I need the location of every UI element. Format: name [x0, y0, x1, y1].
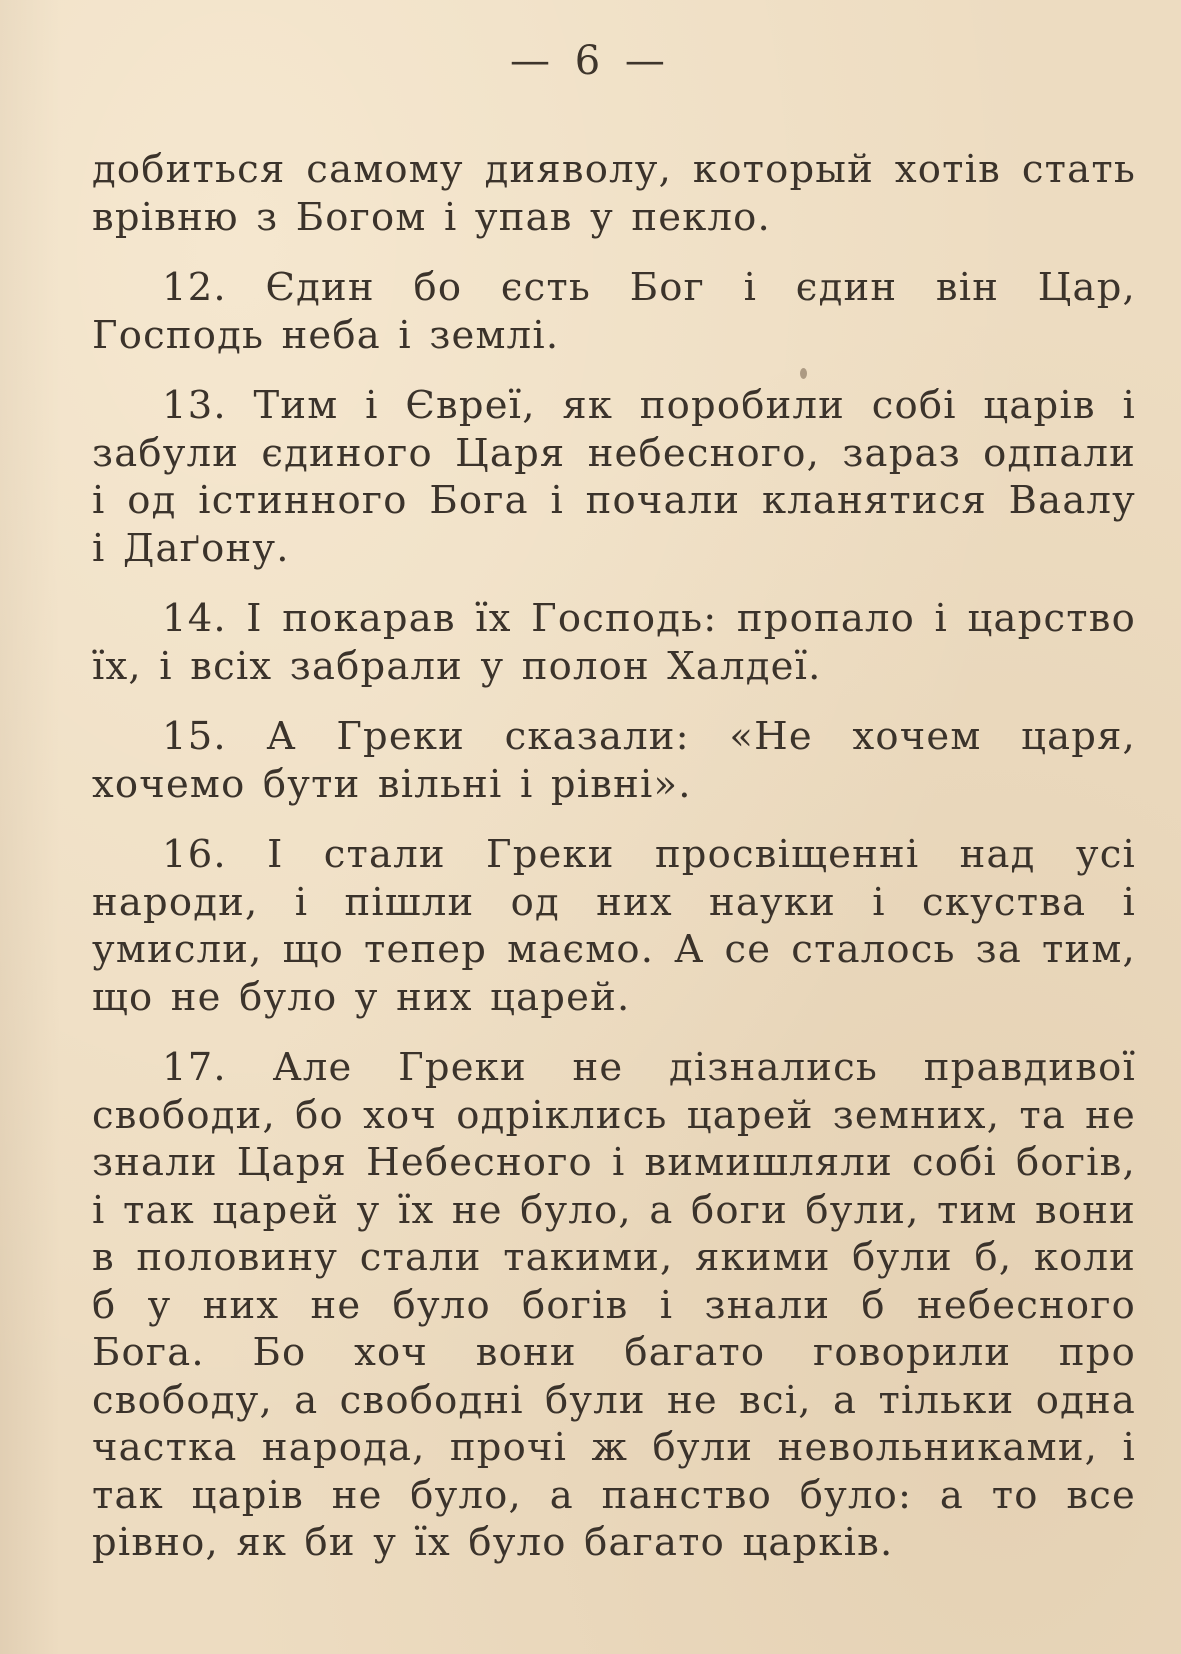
paragraph-12: 12. Єдин бо єсть Бог і єдин він Цар, Господь неба і землі.: [92, 265, 1136, 358]
paragraph-continuation: добиться самому дияволу, который хотів стать врівню з Богом і упав у пекло.: [92, 147, 1136, 240]
paragraph-14: 14. І покарав їх Господь: пропало і царство їх, і всіх забрали у полон Халдеї.: [92, 596, 1136, 689]
paragraph-17: 17. Але Греки не дізнались правдивої свободи, бо хоч одріклись царей земних, та не знали Царя Небесного і вимишляли собі богів, і так царей у їх не було, а боги були, тим вони в половину стали такими, якими були б, коли б у них не було богів і знали б небесного Бога. Бо хоч вони багато говорили про свободу, а свободні були не всі, а тільки одна частка народа, прочі ж були невольниками, і так царів не було, а панство було: а то все рівно, як би у їх було багато царків.: [92, 1045, 1136, 1565]
paragraph-16: 16. І стали Греки просвіщенні над усі народи, і пішли од них науки і скуства і умисли, що тепер маємо. А се сталось за тим, що не було у них царей.: [92, 832, 1136, 1020]
paragraph-15: 15. А Греки сказали: «Не хочем царя, хочемо бути вільні і рівні».: [92, 714, 1136, 807]
page-number: — 6 —: [510, 38, 671, 84]
paragraph-13: 13. Тим і Євреї, як поробили собі царів і забули єдиного Царя небесного, зараз одпали і од істинного Бога і почали кланятися Ваалу і Даґону.: [92, 383, 1136, 571]
body-text: [92, 146, 1136, 1590]
